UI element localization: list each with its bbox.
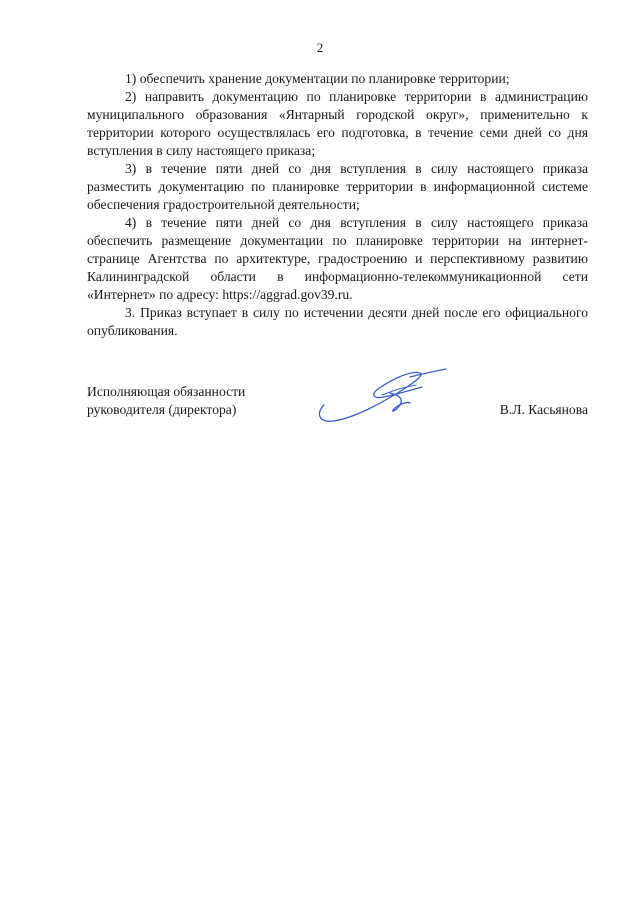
page-number: 2 [316, 40, 324, 55]
paragraph-item-2: 2) направить документацию по планировке территории в администрацию муниципального образования «Янтарный городской округ», применительно к территории которого осуществлялась его подготовка, в течение семи дней со дня вступления в силу настоящего приказа; [87, 89, 588, 158]
signer-position-line-1: Исполняющая обязанности [87, 384, 246, 399]
document-body [87, 70, 588, 340]
paragraph-item-1: 1) обеспечить хранение документации по планировке территории; [125, 71, 510, 86]
paragraph-effective-date: 3. Приказ вступает в силу по истечении десяти дней после его официального опубликования. [87, 305, 588, 338]
paragraph-item-3: 3) в течение пяти дней со дня вступления в силу настоящего приказа разместить документацию по планировке территории в информационной системе обеспечения градостроительной деятельности; [87, 161, 588, 212]
handwritten-signature [312, 365, 452, 427]
signer-name: В.Л. Касьянова [499, 402, 588, 417]
signer-position [87, 383, 307, 419]
signature-block [87, 383, 588, 443]
signer-position-line-2: руководителя (директора) [87, 402, 237, 417]
paragraph-item-4: 4) в течение пяти дней со дня вступления в силу настоящего приказа обеспечить размещение документации по планировке территории на интернет-странице Агентства по архитектуре, градостроению и перспективному развитию Калининградской области в информационно-телекоммуникационной сети «Интернет» по адресу: https://aggrad.gov39.ru. [87, 215, 588, 302]
